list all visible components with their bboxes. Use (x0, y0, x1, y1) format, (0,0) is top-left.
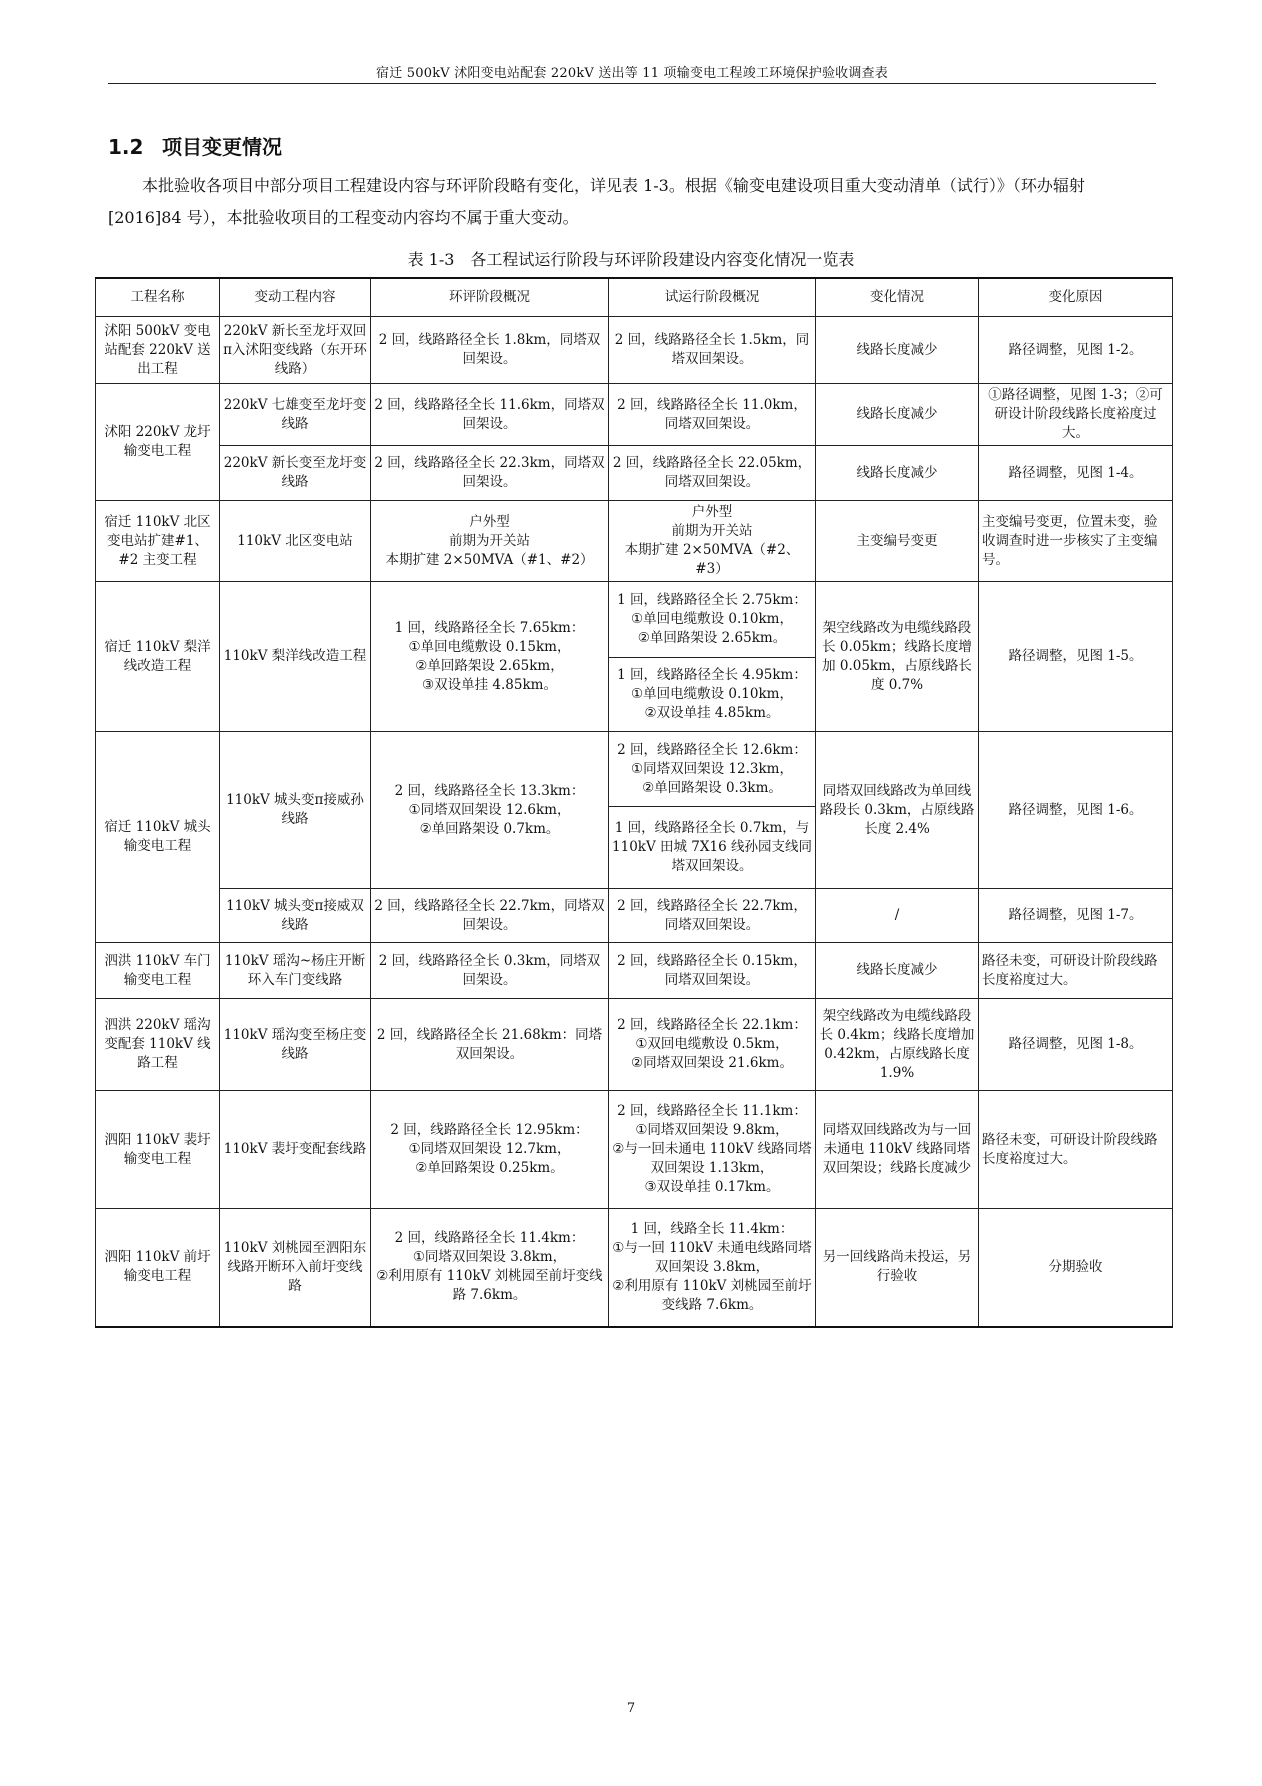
trial-stage-cell: 2 回，线路路径全长 1.5km，同塔双回架设。 (609, 317, 816, 384)
change-reason-cell: 路径未变，可研设计阶段线路长度裕度过大。 (979, 1091, 1173, 1209)
table-row (96, 1209, 1173, 1327)
change-content-cell: 110kV 瑶沟变至杨庄变线路 (220, 999, 371, 1091)
page-number: 7 (626, 1701, 636, 1716)
change-status-cell: 线路长度减少 (816, 384, 979, 446)
eia-stage-cell: 2 回，线路路径全长 22.3km，同塔双回架设。 (371, 446, 609, 501)
change-status-cell: / (816, 889, 979, 943)
eia-stage-cell: 户外型 前期为开关站 本期扩建 2×50MVA（#1、#2） (371, 501, 609, 582)
column-header: 工程名称 (96, 278, 220, 317)
table-row (96, 317, 1173, 384)
trial-stage-cell: 户外型 前期为开关站 本期扩建 2×50MVA（#2、#3） (609, 501, 816, 582)
eia-stage-cell: 2 回，线路路径全长 11.6km，同塔双回架设。 (371, 384, 609, 446)
change-status-cell: 线路长度减少 (816, 317, 979, 384)
trial-stage-cell: 2 回，线路路径全长 11.0km，同塔双回架设。 (609, 384, 816, 446)
change-content-cell: 110kV 梨洋线改造工程 (220, 582, 371, 732)
trial-stage-cell: 1 回，线路路径全长 2.75km： ①单回电缆敷设 0.10km， ②单回路架设 2.65km。 (609, 582, 816, 658)
trial-stage-cell: 2 回，线路路径全长 11.1km： ①同塔双回架设 9.8km， ②与一回未通电 110kV 线路同塔双回架设 1.13km， ③双设单挂 0.17km。 (609, 1091, 816, 1209)
section-heading (108, 131, 282, 160)
change-reason-cell: 分期验收 (979, 1209, 1173, 1327)
change-content-cell: 110kV 瑶沟~杨庄开断环入车门变线路 (220, 943, 371, 999)
trial-stage-cell: 2 回，线路路径全长 22.7km，同塔双回架设。 (609, 889, 816, 943)
change-content-cell: 220kV 新长至龙圩双回π入沭阳变线路（东开环线路） (220, 317, 371, 384)
table-row (96, 889, 1173, 943)
table-row (96, 732, 1173, 807)
section-title: 项目变更情况 (162, 135, 282, 159)
eia-stage-cell: 2 回，线路路径全长 22.7km，同塔双回架设。 (371, 889, 609, 943)
change-reason-cell: 路径调整，见图 1-7。 (979, 889, 1173, 943)
table-row (96, 446, 1173, 501)
change-status-cell: 线路长度减少 (816, 943, 979, 999)
header-rule (108, 83, 1156, 84)
change-reason-cell: 主变编号变更，位置未变，验收调查时进一步核实了主变编号。 (979, 501, 1173, 582)
trial-stage-cell: 1 回，线路全长 11.4km： ①与一回 110kV 未通电线路同塔双回架设 3.8km， ②利用原有 110kV 刘桃园至前圩变线路 7.6km。 (609, 1209, 816, 1327)
eia-stage-cell: 2 回，线路路径全长 0.3km，同塔双回架设。 (371, 943, 609, 999)
trial-stage-cell: 2 回，线路路径全长 22.05km，同塔双回架设。 (609, 446, 816, 501)
column-header: 变动工程内容 (220, 278, 371, 317)
trial-stage-cell: 2 回，线路路径全长 22.1km： ①双回电缆敷设 0.5km， ②同塔双回架设 21.6km。 (609, 999, 816, 1091)
project-name-cell: 泗洪 220kV 瑶沟变配套 110kV 线路工程 (96, 999, 220, 1091)
project-name-cell: 宿迁 110kV 梨洋线改造工程 (96, 582, 220, 732)
change-reason-cell: 路径调整，见图 1-6。 (979, 732, 1173, 889)
column-header: 变化原因 (979, 278, 1173, 317)
change-content-cell: 220kV 新长变至龙圩变线路 (220, 446, 371, 501)
project-name-cell: 宿迁 110kV 城头输变电工程 (96, 732, 220, 943)
table-row (96, 501, 1173, 582)
change-status-cell: 架空线路改为电缆线路段长 0.05km；线路长度增加 0.05km，占原线路长度 0.7% (816, 582, 979, 732)
eia-stage-cell: 2 回，线路路径全长 13.3km： ①同塔双回架设 12.6km， ②单回路架设 0.7km。 (371, 732, 609, 889)
change-reason-cell: 路径未变，可研设计阶段线路长度裕度过大。 (979, 943, 1173, 999)
column-header: 变化情况 (816, 278, 979, 317)
trial-stage-cell: 1 回，线路路径全长 4.95km： ①单回电缆敷设 0.10km， ②双设单挂 4.85km。 (609, 658, 816, 732)
trial-stage-cell: 1 回，线路路径全长 0.7km，与 110kV 田城 7X16 线孙园支线同塔双回架设。 (609, 807, 816, 889)
change-status-cell: 同塔双回线路改为单回线路段长 0.3km，占原线路长度 2.4% (816, 732, 979, 889)
change-content-cell: 110kV 刘桃园至泗阳东线路开断环入前圩变线路 (220, 1209, 371, 1327)
eia-stage-cell: 2 回，线路路径全长 11.4km： ①同塔双回架设 3.8km， ②利用原有 110kV 刘桃园至前圩变线路 7.6km。 (371, 1209, 609, 1327)
running-header: 宿迁 500kV 沭阳变电站配套 220kV 送出等 11 项输变电工程竣工环境保护验收调查表 (376, 66, 888, 81)
change-status-cell: 线路长度减少 (816, 446, 979, 501)
trial-stage-cell: 2 回，线路路径全长 12.6km： ①同塔双回架设 12.3km， ②单回路架设 0.3km。 (609, 732, 816, 807)
table-row (96, 999, 1173, 1091)
project-name-cell: 沭阳 500kV 变电站配套 220kV 送出工程 (96, 317, 220, 384)
table-row (96, 943, 1173, 999)
change-content-cell: 110kV 北区变电站 (220, 501, 371, 582)
change-reason-cell: 路径调整，见图 1-4。 (979, 446, 1173, 501)
eia-stage-cell: 1 回，线路路径全长 7.65km： ①单回电缆敷设 0.15km， ②单回路架设 2.65km， ③双设单挂 4.85km。 (371, 582, 609, 732)
eia-stage-cell: 2 回，线路路径全长 1.8km，同塔双回架设。 (371, 317, 609, 384)
change-status-cell: 架空线路改为电缆线路段长 0.4km；线路长度增加 0.42km，占原线路长度 1.9% (816, 999, 979, 1091)
project-name-cell: 沭阳 220kV 龙圩输变电工程 (96, 384, 220, 501)
project-name-cell: 宿迁 110kV 北区变电站扩建#1、#2 主变工程 (96, 501, 220, 582)
project-name-cell: 泗洪 110kV 车门输变电工程 (96, 943, 220, 999)
table-row (96, 384, 1173, 446)
eia-stage-cell: 2 回，线路路径全长 21.68km：同塔双回架设。 (371, 999, 609, 1091)
project-name-cell: 泗阳 110kV 裴圩输变电工程 (96, 1091, 220, 1209)
change-content-cell: 110kV 城头变π接威孙线路 (220, 732, 371, 889)
table-row (96, 1091, 1173, 1209)
change-content-cell: 110kV 城头变π接威双线路 (220, 889, 371, 943)
change-table (95, 277, 1173, 1328)
table-row (96, 582, 1173, 658)
project-name-cell: 泗阳 110kV 前圩输变电工程 (96, 1209, 220, 1327)
column-header: 试运行阶段概况 (609, 278, 816, 317)
column-header: 环评阶段概况 (371, 278, 609, 317)
change-reason-cell: 路径调整，见图 1-5。 (979, 582, 1173, 732)
table-caption: 表 1-3 各工程试运行阶段与环评阶段建设内容变化情况一览表 (407, 250, 855, 269)
change-status-cell: 同塔双回线路改为与一回未通电 110kV 线路同塔双回架设；线路长度减少 (816, 1091, 979, 1209)
section-number: 1.2 (108, 135, 144, 159)
change-reason-cell: ①路径调整，见图 1-3；②可研设计阶段线路长度裕度过大。 (979, 384, 1173, 446)
eia-stage-cell: 2 回，线路路径全长 12.95km： ①同塔双回架设 12.7km， ②单回路架设 0.25km。 (371, 1091, 609, 1209)
body-paragraph: 本批验收各项目中部分项目工程建设内容与环评阶段略有变化，详见表 1-3。根据《输变电建设项目重大变动清单（试行）》（环办辐射[2016]84 号），本批验收项目的工程变动内容均不属于重大变动。 (108, 176, 1085, 227)
change-status-cell: 主变编号变更 (816, 501, 979, 582)
change-content-cell: 110kV 裴圩变配套线路 (220, 1091, 371, 1209)
change-content-cell: 220kV 七雄变至龙圩变线路 (220, 384, 371, 446)
change-reason-cell: 路径调整，见图 1-8。 (979, 999, 1173, 1091)
change-reason-cell: 路径调整，见图 1-2。 (979, 317, 1173, 384)
change-status-cell: 另一回线路尚未投运，另行验收 (816, 1209, 979, 1327)
table-header-row (96, 278, 1173, 317)
trial-stage-cell: 2 回，线路路径全长 0.15km，同塔双回架设。 (609, 943, 816, 999)
